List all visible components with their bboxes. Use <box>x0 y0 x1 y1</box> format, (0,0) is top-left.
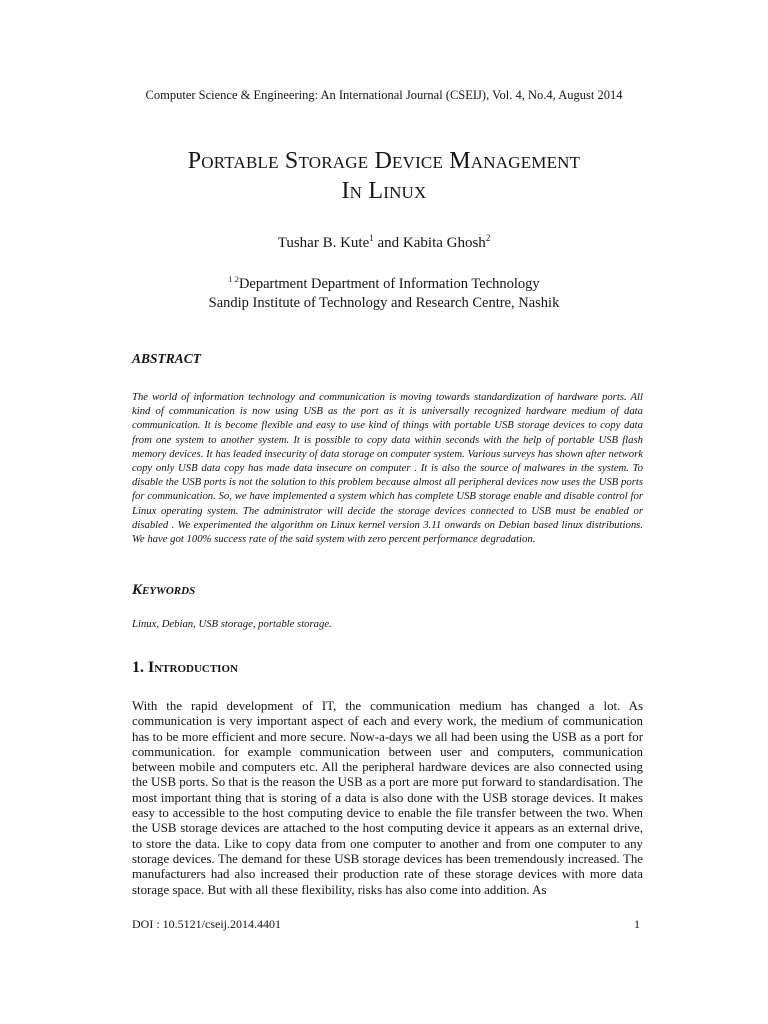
author-name: Kabita Ghosh <box>402 235 486 251</box>
page-number: 1 <box>634 917 640 931</box>
affiliation-line-1 <box>0 270 768 294</box>
paper-title <box>0 146 768 206</box>
affiliation-line-2: Sandip Institute of Technology and Research Centre, Nashik <box>208 295 560 311</box>
affiliation-marker: 1 2 <box>228 274 239 284</box>
affiliation-department: Department Department of Information Technology <box>238 276 540 292</box>
affiliation <box>0 270 768 313</box>
author-list <box>0 233 768 252</box>
doi-footer: DOI : 10.5121/cseij.2014.4401 <box>132 917 281 931</box>
paper-title-line-2: In Linux <box>341 178 427 204</box>
journal-header: Computer Science & Engineering: An International Journal (CSEIJ), Vol. 4, No.4, August 2014 <box>145 88 623 102</box>
introduction-text: With the rapid development of IT, the communication medium has changed a lot. As communication is very important aspect of each and every work, the medium of communication has to be more efficient and more secure. Now-a-days we all had been using the USB as a port for communication. for example communication between user and computers, communication between mobile and computers etc. All the peripheral hardware devices are also connected using the USB ports. So that is the reason the USB as a port are more put forward to standardisation. The most important thing that is storing of a data is also done with the USB storage devices. It makes easy to accessible to the host computing device to enable the file transfer between the two. When the USB storage devices are attached to the host computing device it appears as an external drive, to store the data. Like to copy data from one computer to another and from one computer to any storage devices. The demand for these USB storage devices has been tremendously increased. The manufacturers had also increased their production rate of these storage devices with more data storage space. But with all these flexibility, risks has also come into addition. As <box>132 699 643 897</box>
abstract-text: The world of information technology and communication is moving towards standardization of hardware ports. All kind of communication is now using USB as the port as it is universally recognized hardware medium of data communication. It is become flexible and easy to use kind of things with portable USB storage devices to copy data from one system to another system. It is possible to copy data within seconds with the help of portable USB flash memory devices. It has leaded insecurity of data storage on computer system. Various surveys has shown after network copy only USB data copy has made data insecure on computer . It is also the source of malwares in the system. To disable the USB ports is not the solution to this problem because almost all peripheral devices now uses the USB ports for communication. So, we have implemented a system which has complete USB storage enable and disable control for Linux operating system. The administrator will decide the storage devices connected to USB must be enabled or disabled . We experimented the algorithm on Linux kernel version 3.11 onwards on Debian based linux distributions. We have got 100% success rate of the said system with zero percent performance degradation. <box>132 391 643 546</box>
keywords-heading: Keywords <box>132 582 196 598</box>
author-affiliation-marker: 1 <box>369 233 374 243</box>
author-affiliation-marker: 2 <box>485 233 491 243</box>
abstract-heading: ABSTRACT <box>132 351 202 366</box>
keywords-text: Linux, Debian, USB storage, portable storage. <box>132 618 332 630</box>
author-name: Tushar B. Kute <box>277 235 370 251</box>
introduction-heading: 1. Introduction <box>132 659 238 676</box>
author-joiner: and <box>373 235 403 251</box>
paper-title-line-1: Portable Storage Device Management <box>187 148 581 174</box>
